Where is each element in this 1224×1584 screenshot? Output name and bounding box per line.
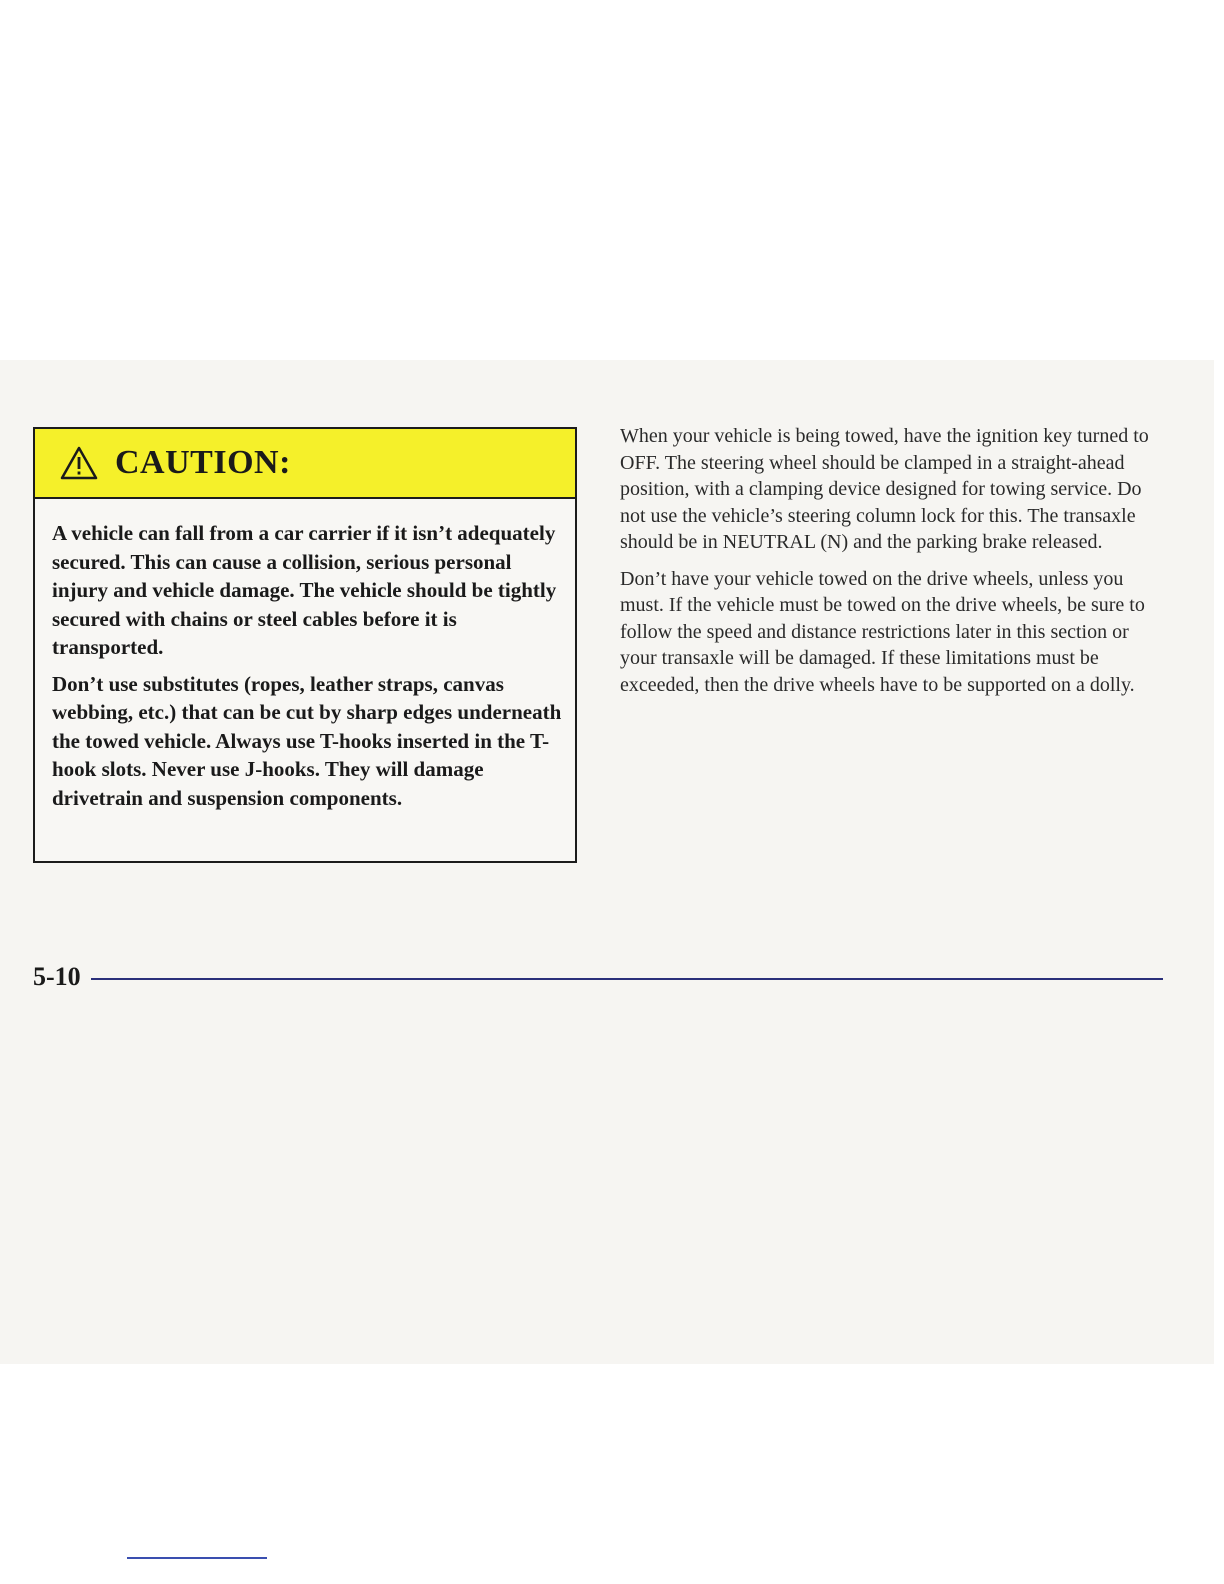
caution-box: [33, 427, 577, 863]
body-paragraph: When your vehicle is being towed, have the ignition key turned to OFF. The steering wheel should be clamped in a straight-ahead position, with a clamping device designed for towing service. Do not use the vehicle’s steering column lock for this. The transaxle should be in NEUTRAL (N) and the parking brake released.: [620, 425, 1149, 553]
caution-header: [35, 429, 575, 499]
caution-body: [52, 519, 562, 820]
bottom-mark-line: [127, 1557, 267, 1559]
caution-paragraph: Don’t use substitutes (ropes, leather straps, canvas webbing, etc.) that can be cut by sharp edges underneath the towed vehicle. Always use T-hooks inserted in the T-hook slots. Never use J-hooks. They will damage drivetrain and suspension components.: [52, 671, 562, 810]
page-footer: [33, 960, 1163, 994]
caution-paragraph: A vehicle can fall from a car carrier if it isn’t adequately secured. This can cause a collision, serious personal injury and vehicle damage. The vehicle should be tightly secured with chains or steel cables before it is transported.: [52, 521, 557, 659]
footer-rule: [91, 978, 1163, 980]
warning-triangle-icon: [59, 445, 99, 481]
body-text: [620, 423, 1168, 708]
body-paragraph: Don’t have your vehicle towed on the drive wheels, unless you must. If the vehicle must be towed on the drive wheels, be sure to follow the speed and distance restrictions later in this section or your transaxle will be damaged. If these limitations must be exceeded, then the drive wheels have to be supported on a dolly.: [620, 567, 1145, 696]
page-number: 5-10: [33, 962, 81, 991]
caution-title: CAUTION:: [115, 444, 291, 481]
